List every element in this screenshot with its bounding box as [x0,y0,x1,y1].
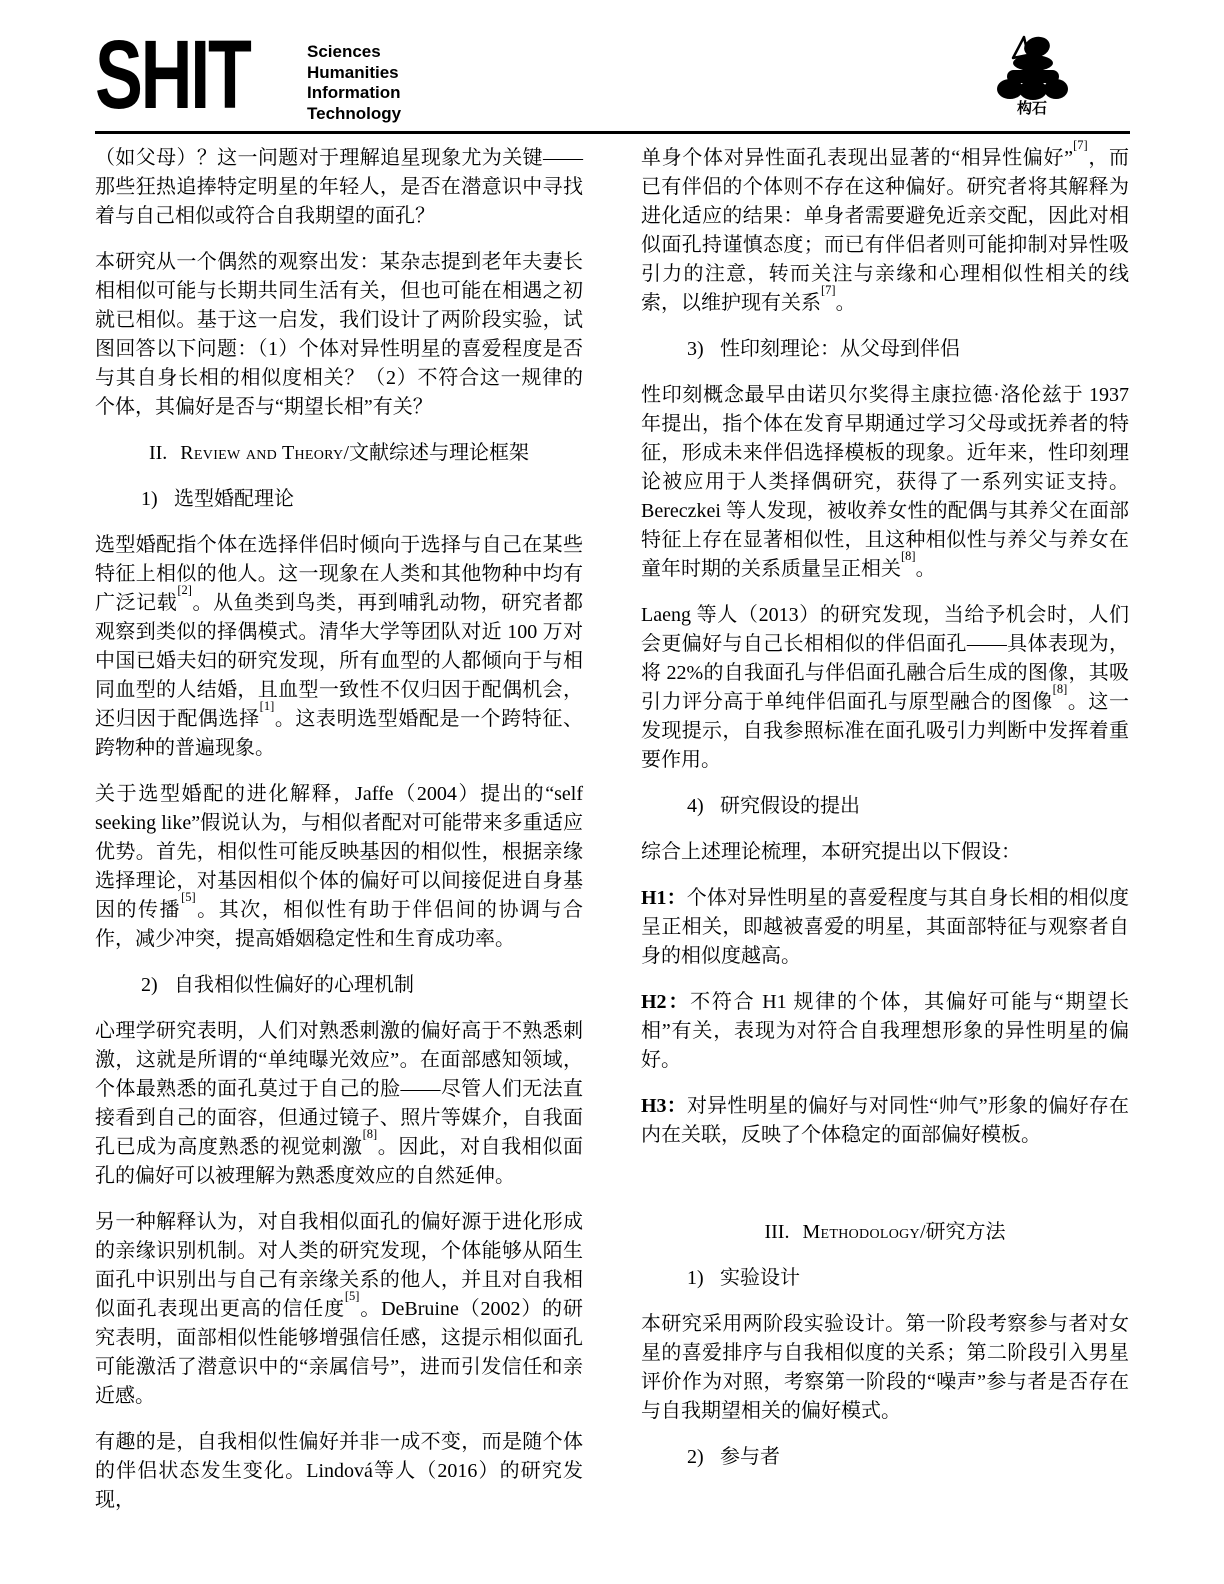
citation-ref: [5] [344,1289,360,1304]
subsection-heading [641,335,1129,364]
hypothesis-h2: H2：不符合 H1 规律的个体，其偏好可能与“期望长相”有关，表现为对符合自我理想形象的异性明星的偏好。 [641,991,1129,1071]
journal-logo: SHIT [95,20,250,129]
hypothesis-h3: H3：对异性明星的偏好与对同性“帅气”形象的偏好存在内在关联，反映了个体稳定的面部偏好模板。 [641,1095,1129,1146]
subsection-number: 2) [141,974,158,996]
subsection-number: 2) [687,1446,704,1468]
section-title-chinese: /研究方法 [919,1221,1006,1243]
subsection-label: 研究假设的提出 [720,795,860,817]
subsection-label: 实验设计 [720,1267,800,1289]
paragraph: （如父母）？这一问题对于理解追星现象尤为关键——那些狂热追捧特定明星的年轻人，是否在潜意识中寻找着与自己相似或符合自我期望的面孔？ [95,147,583,227]
section-title-chinese: /文献综述与理论框架 [343,442,530,464]
left-column [95,144,583,1532]
subsection-label: 自我相似性偏好的心理机制 [174,974,414,996]
subsection-number: 4) [687,795,704,817]
section-heading-methodology [641,1218,1129,1247]
subsection-heading [641,1443,1129,1472]
subsection-label: 性印刻理论：从父母到伴侣 [720,338,960,360]
right-column [641,138,1130,1532]
paragraph: 单身个体对异性面孔表现出显著的“相异性偏好”[7]，而已有伴侣的个体则不存在这种偏好。研究者将其解释为进化适应的结果：单身者需要避免近亲交配，因此对相似面孔持谨慎态度；而已有伴侣者则可能抑制对异性吸引力的注意，转而关注与亲缘和心理相似性相关的线索，以维护现有关系[7]。 [641,138,1130,314]
subsection-number: 1) [687,1267,704,1289]
cairn-icon [986,34,1078,100]
section-title-latin: Review and Theory [180,442,344,464]
section-title-latin: Methodology [802,1221,920,1243]
paragraph: 关于选型婚配的进化解释，Jaffe（2004）提出的“self seeking like”假说认为，与相似者配对可能带来多重适应优势。首先，相似性可能反映基因的相似性，根据亲缘选择理论，对基因相似个体的偏好可以间接促进自身基因的传播[5]。其次，相似性有助于伴侣间的协调与合作，减少冲突，提高婚姻稳定性和生育成功率。 [95,783,584,950]
subsection-number: 1) [141,488,158,510]
paragraph: 另一种解释认为，对自我相似面孔的偏好源于进化形成的亲缘识别机制。对人类的研究发现，个体能够从陌生面孔中识别出与自己有亲缘关系的他人，并且对自我相似面孔表现出更高的信任度[5]。DeBruine（2002）的研究表明，面部相似性能够增强信任感，这提示相似面孔可能激活了潜意识中的“亲属信号”，进而引发信任和亲近感。 [95,1211,583,1407]
citation-ref: [5] [181,890,196,905]
paragraph: 本研究采用两阶段实验设计。第一阶段考察参与者对女星的喜爱排序与自我相似度的关系；第二阶段引入男星评价作为对照，考察第一阶段的“噪声”参与者是否存在与自我期望相关的偏好模式。 [641,1313,1129,1422]
tagline-line: Humanities [307,62,399,82]
subsection-label: 选型婚配理论 [174,488,294,510]
paragraph: Laeng 等人（2013）的研究发现，当给予机会时，人们会更偏好与自己长相相似的伴侣面孔——具体表现为，将 22%的自我面孔与伴侣面孔融合后生成的图像，其吸引力评分高于单纯伴侣面孔与原型融合的图像[8]。这一发现提示，自我参照标准在面孔吸引力判断中发挥着重要作用。 [641,604,1130,771]
paragraph: 选型婚配指个体在选择伴侣时倾向于选择与自己在某些特征上相似的他人。这一现象在人类和其他物种中均有广泛记载[2]。从鱼类到鸟类，再到哺乳动物，研究者都观察到类似的择偶模式。清华大学等团队对近 100 万对中国已婚夫妇的研究发现，所有血型的人都倾向于与相同血型的人结婚，且血型一致性不仅归因于配偶机会，还归因于配偶选择[1]。这表明选型婚配是一个跨特征、跨物种的普遍现象。 [95,534,584,759]
tagline-line: Sciences [307,42,381,61]
bold-label: H3： [641,1095,687,1117]
page-content [95,138,1130,1532]
citation-ref: [8] [901,549,916,564]
stamp-label: 构石 [1016,100,1047,117]
citation-ref: [7] [1073,138,1088,153]
subsection-heading [95,485,583,514]
citation-ref: [8] [1052,682,1068,697]
paragraph: 心理学研究表明，人们对熟悉刺激的偏好高于不熟悉刺激，这就是所谓的“单纯曝光效应”。在面部感知领域，个体最熟悉的面孔莫过于自己的脸——尽管人们无法直接看到自己的面容，但通过镜子、照片等媒介，自我面孔已成为高度熟悉的视觉刺激[8]。因此，对自我相似面孔的偏好可以被理解为熟悉度效应的自然延伸。 [95,1020,584,1187]
paragraph: 综合上述理论梳理，本研究提出以下假设： [641,841,1021,863]
bold-label: H1： [641,887,687,909]
subsection-heading [641,792,1129,821]
section-number: III. [764,1221,790,1243]
subsection-heading [641,1264,1129,1293]
tagline-line: Information [307,83,401,102]
citation-ref: [2] [177,583,192,598]
paragraph: 本研究从一个偶然的观察出发：某杂志提到老年夫妻长相相似可能与长期共同生活有关，但也可能在相遇之初就已相似。基于这一启发，我们设计了两阶段实验，试图回答以下问题：（1）个体对异性明星的喜爱程度是否与其自身长相的相似度相关？（2）不符合这一规律的个体，其偏好是否与“期望长相”有关？ [95,251,583,418]
section-heading-review-and-theory [95,439,583,468]
subsection-number: 3) [687,338,704,360]
citation-ref: [8] [362,1127,378,1142]
bold-label: H2： [641,991,691,1013]
publisher-stamp [986,34,1078,117]
paragraph: 有趣的是，自我相似性偏好并非一成不变，而是随个体的伴侣状态发生变化。Lindová等人（2016）的研究发现， [95,1431,583,1511]
journal-tagline [307,42,401,124]
header-divider [95,131,1130,134]
paragraph: 性印刻概念最早由诺贝尔奖得主康拉德·洛伦兹于 1937 年提出，指个体在发育早期通过学习父母或抚养者的特征，形成未来伴侣选择模板的现象。近年来，性印刻理论被应用于人类择偶研究，获得了一系列实证支持。Bereczkei 等人发现，被收养女性的配偶与其养父在面部特征上存在显著相似性，且这种相似性与养父与养女在童年时期的关系质量呈正相关[8]。 [641,384,1129,580]
subsection-heading [95,971,583,1000]
subsection-label: 参与者 [720,1446,780,1468]
citation-ref: [7] [821,283,836,298]
page-header [95,20,1130,131]
tagline-line: Technology [307,103,402,123]
section-number: II. [148,442,168,464]
hypothesis-h1: H1：个体对异性明星的喜爱程度与其自身长相的相似度呈正相关，即越被喜爱的明星，其面部特征与观察者自身的相似度越高。 [641,887,1130,967]
citation-ref: [1] [259,699,275,714]
